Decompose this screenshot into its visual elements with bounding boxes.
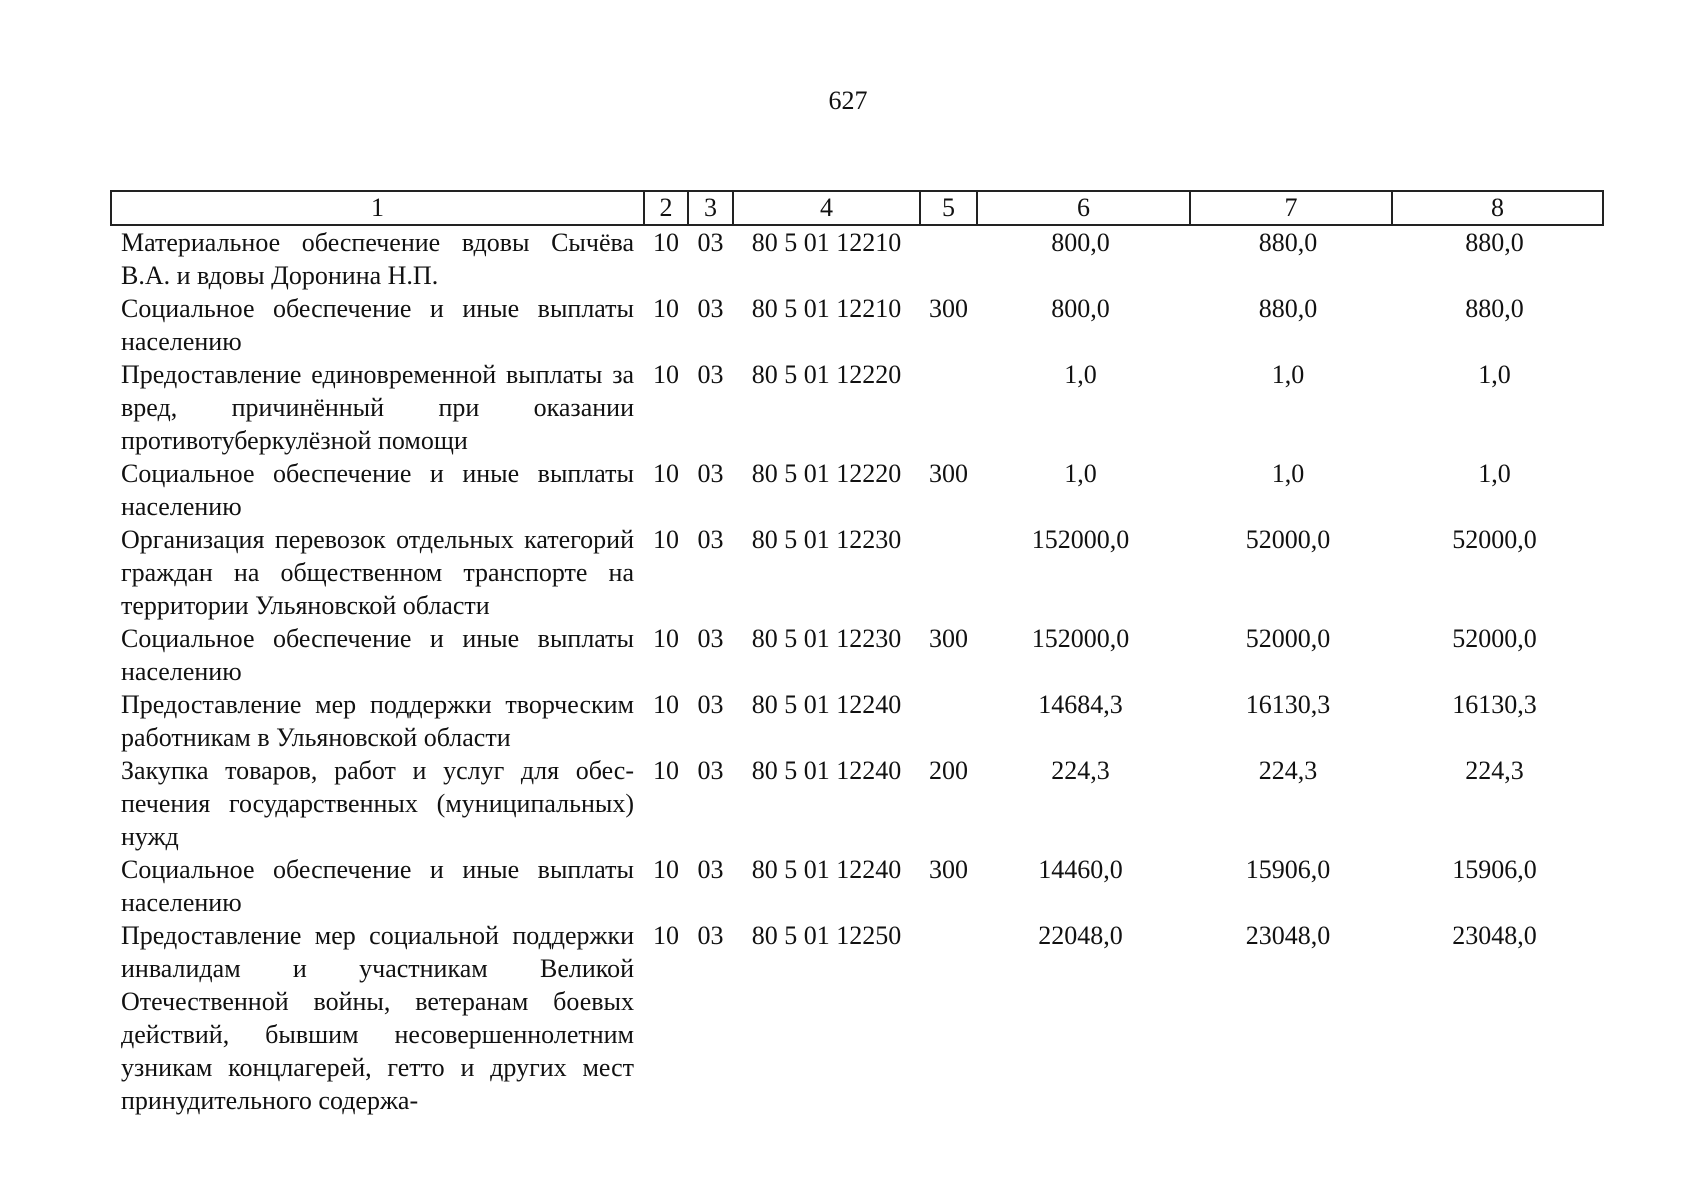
cell-expense-type [920,919,977,1117]
cell-target-code: 80 5 01 12230 [751,624,902,653]
table-row [111,853,1603,919]
cell-amount-7: 880,0 [1258,294,1318,323]
cell-target-code: 80 5 01 12240 [751,855,902,884]
cell-amount-7: 1,0 [1271,459,1305,488]
row-name: Предоставление мер поддержки творческим работникам в Ульяновской области [121,690,634,752]
cell-amount-6: 22048,0 [1038,921,1123,950]
cell-subsection: 03 [697,756,724,785]
cell-expense-type: 300 [929,855,968,884]
cell-amount-6: 800,0 [1051,228,1110,257]
cell-section: 10 [653,921,679,950]
cell-amount-6: 800,0 [1051,294,1110,323]
row-name: Организация перевозок отдельных категорий граждан на общественном транспорте на территории Ульяновской области [121,525,634,620]
cell-expense-type [920,688,977,754]
table-row [111,358,1603,457]
table-row [111,919,1603,1117]
column-header: 4 [733,191,920,225]
column-header: 3 [688,191,733,225]
cell-expense-type [920,225,977,292]
row-name: Предоставление единовременной выплаты за вред, причинённый при оказании противотуберкулёзной помощи [121,360,634,455]
row-name: Предоставление мер социальной поддержки инвалидам и участникам Великой Отечественной войны, ветеранам боевых действий, бывшим несовершеннолетним узникам концлагерей, гетто и других мест принудительного содержа- [121,921,634,1115]
cell-section: 10 [653,624,679,653]
cell-amount-6: 224,3 [1051,756,1110,785]
cell-section: 10 [653,294,679,323]
table-row [111,688,1603,754]
cell-amount-6: 1,0 [1064,459,1097,488]
cell-amount-8: 16130,3 [1452,690,1537,719]
row-name: Материальное обеспечение вдовы Сычёва В.А. и вдовы Доронина Н.П. [121,228,634,290]
cell-section: 10 [653,756,679,785]
cell-subsection: 03 [697,294,724,323]
cell-amount-8: 1,0 [1478,360,1511,389]
cell-amount-7: 224,3 [1258,756,1318,785]
cell-expense-type: 300 [929,459,968,488]
cell-amount-6: 14460,0 [1038,855,1123,884]
cell-target-code: 80 5 01 12250 [751,921,902,950]
table-row [111,754,1603,853]
column-header: 1 [111,191,644,225]
row-name: Социальное обеспечение и иные выплаты населению [121,855,634,917]
cell-section: 10 [653,525,679,554]
cell-expense-type [920,358,977,457]
cell-amount-7: 52000,0 [1245,624,1331,653]
cell-section: 10 [653,855,679,884]
cell-target-code: 80 5 01 12220 [751,360,902,389]
cell-amount-7: 1,0 [1271,360,1305,389]
cell-section: 10 [653,690,679,719]
cell-subsection: 03 [697,525,724,554]
cell-amount-7: 16130,3 [1245,690,1331,719]
cell-amount-7: 880,0 [1258,228,1318,257]
column-header: 5 [920,191,977,225]
row-name: Социальное обеспечение и иные выплаты населению [121,459,634,521]
cell-amount-6: 1,0 [1064,360,1097,389]
cell-expense-type: 200 [929,756,968,785]
cell-subsection: 03 [697,228,724,257]
table-header-row [111,191,1603,225]
cell-amount-8: 15906,0 [1452,855,1537,884]
column-header: 7 [1190,191,1392,225]
cell-amount-7: 23048,0 [1245,921,1331,950]
cell-amount-7: 52000,0 [1245,525,1331,554]
cell-target-code: 80 5 01 12210 [751,294,902,323]
cell-amount-8: 880,0 [1465,228,1524,257]
cell-subsection: 03 [697,459,724,488]
cell-amount-8: 23048,0 [1452,921,1537,950]
cell-subsection: 03 [697,360,724,389]
cell-amount-6: 14684,3 [1038,690,1123,719]
cell-subsection: 03 [697,624,724,653]
cell-subsection: 03 [697,855,724,884]
row-name: Социальное обеспечение и иные выплаты населению [121,624,634,686]
column-header: 6 [977,191,1190,225]
table-row [111,457,1603,523]
cell-expense-type: 300 [929,294,968,323]
table-row [111,225,1603,292]
cell-amount-8: 880,0 [1465,294,1524,323]
page-number: 627 [828,86,868,115]
table-row [111,523,1603,622]
cell-target-code: 80 5 01 12230 [751,525,902,554]
cell-target-code: 80 5 01 12220 [751,459,902,488]
row-name: Социальное обеспечение и иные выплаты населению [121,294,634,356]
table-row [111,292,1603,358]
cell-amount-8: 52000,0 [1452,525,1537,554]
row-name: Закупка товаров, работ и услуг для обеспечения государственных (муниципальных) нужд [121,756,634,851]
cell-target-code: 80 5 01 12240 [751,690,902,719]
cell-amount-6: 152000,0 [1031,525,1130,554]
table-row [111,622,1603,688]
column-header: 2 [644,191,688,225]
cell-expense-type: 300 [929,624,968,653]
cell-section: 10 [653,228,679,257]
cell-amount-7: 15906,0 [1245,855,1331,884]
cell-amount-8: 224,3 [1465,756,1524,785]
cell-subsection: 03 [697,690,724,719]
cell-amount-8: 52000,0 [1452,624,1537,653]
cell-amount-6: 152000,0 [1031,624,1130,653]
cell-amount-8: 1,0 [1478,459,1511,488]
cell-section: 10 [653,459,679,488]
budget-table [110,190,1604,1117]
column-header: 8 [1392,191,1603,225]
cell-expense-type [920,523,977,622]
cell-subsection: 03 [697,921,724,950]
cell-target-code: 80 5 01 12210 [751,228,902,257]
cell-section: 10 [653,360,679,389]
cell-target-code: 80 5 01 12240 [751,756,902,785]
